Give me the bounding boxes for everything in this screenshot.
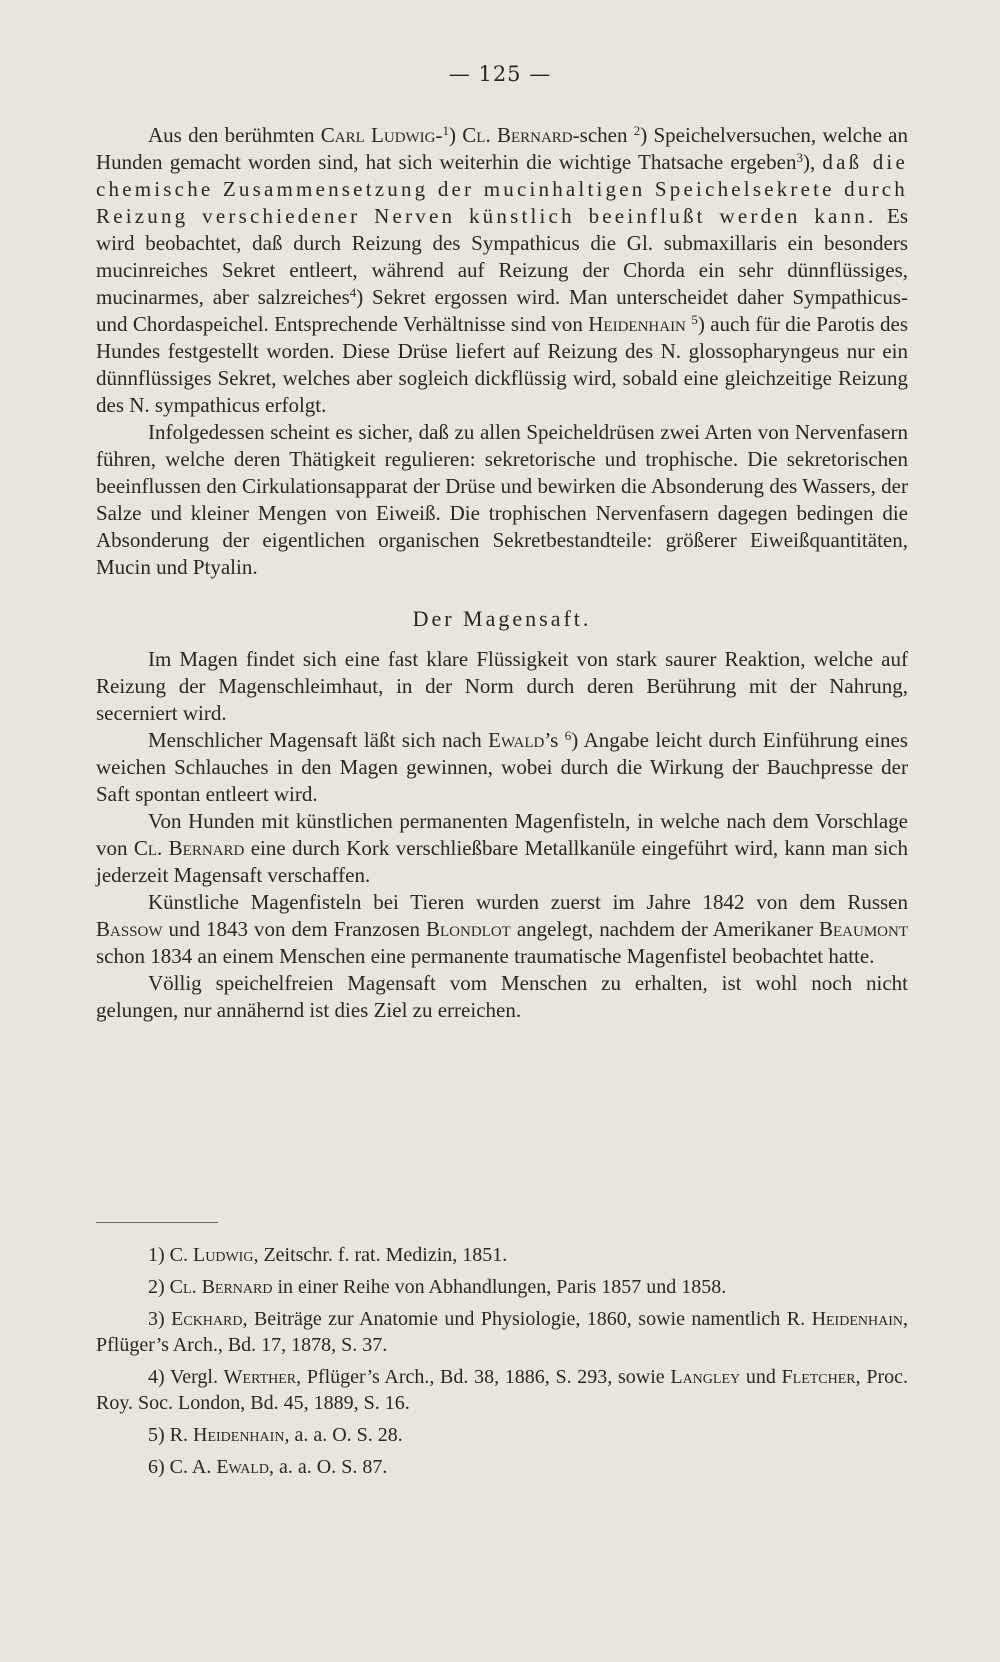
- text-run: Im Magen findet sich eine fast klare Flüssigkeit von stark saurer Reaktion, welche auf Reizung der Magenschleimhaut, in der Norm durch deren Berührung mit der Nahrung, secerniert wird.: [96, 647, 908, 725]
- person-name: Ewald: [216, 1456, 269, 1478]
- paragraph: [96, 646, 908, 727]
- paragraph: [96, 970, 908, 1024]
- person-name: Cl. Bernard: [133, 836, 245, 860]
- footnotes: [96, 1242, 908, 1486]
- footnote: [96, 1306, 908, 1358]
- text-run: und 1843 von dem Franzosen: [162, 917, 427, 941]
- person-name: Ewald: [488, 728, 545, 752]
- text-run: ): [449, 123, 463, 147]
- footnote-ref: 3: [796, 150, 803, 165]
- person-name: Beaumont: [819, 917, 908, 941]
- text-run: -schen: [572, 123, 634, 147]
- text-run: ) Angabe leicht durch Einführung eines weichen Schlauches in den Magen gewinnen, wobei durch die Wirkung der Bauchpresse der Saft spontan entleert wird.: [96, 728, 908, 806]
- person-name: Cl. Bernard: [169, 1276, 273, 1298]
- text-run: Infolgedessen scheint es sicher, daß zu allen Speicheldrüsen zwei Arten von Nervenfasern führen, welche deren Thätigkeit regulieren: sekretorische und trophische. Die sekretorischen beeinflussen den Cirkulationsapparat der Drüse und bewirken die Absonderung des Wassers, der Salze und kleiner Mengen von Eiweiß. Die trophischen Nervenfasern dagegen bedingen die Absonderung der eigentlichen organischen Sekretbestandteile: größerer Eiweißquantitäten, Mucin und Ptyalin.: [96, 420, 908, 579]
- paragraph: [96, 727, 908, 808]
- text-run: angelegt, nachdem der Amerikaner: [510, 917, 819, 941]
- text-run: 6) C. A.: [148, 1456, 217, 1478]
- section-heading: [96, 605, 908, 632]
- text-run: , a. a. O. S. 28.: [284, 1424, 403, 1446]
- text-run: ’s: [544, 728, 565, 752]
- footnote: [96, 1364, 908, 1416]
- text-run: 3): [148, 1308, 172, 1330]
- text-run: ) Speichelversuchen, welche an Hunden gemacht worden sind, hat sich weiterhin die wichtige Thatsache ergeben: [96, 123, 908, 174]
- text-run: schon 1834 an einem Menschen eine permanente traumatische Magenfistel beobachtet hatte.: [96, 944, 875, 968]
- text-run: ) Sekret ergossen wird. Man unterscheidet daher Sympathicus- und Chordaspeichel. Entsprechende Verhältnisse sind von: [96, 285, 908, 336]
- text-run: Künstliche Magenfisteln bei Tieren wurden zuerst im Jahre 1842 von dem Russen: [148, 890, 908, 914]
- person-name: Eckhard: [171, 1308, 243, 1330]
- text-run: 2): [148, 1276, 170, 1298]
- footnote-ref: 4: [349, 285, 357, 300]
- text-run: Der Magensaft.: [412, 606, 592, 631]
- text-run: , Pflüger’s Arch., Bd. 17, 1878, S. 37.: [96, 1308, 908, 1356]
- paragraph: [96, 419, 908, 581]
- text-run: und: [740, 1366, 782, 1388]
- text-run: Völlig speichelfreien Magensaft vom Menschen zu erhalten, ist wohl noch nicht gelungen, nur annähernd ist dies Ziel zu erreichen.: [96, 971, 908, 1022]
- footnote: [96, 1454, 908, 1480]
- text-run: Von Hunden mit künstlichen permanenten Magenfisteln, in welche nach dem Vorschlage von: [96, 809, 908, 860]
- text-run: , a. a. O. S. 87.: [269, 1456, 388, 1478]
- body-text: [96, 122, 908, 1024]
- text-run: eine durch Kork verschließbare Metallkanüle eingeführt wird, kann man sich jederzeit Magensaft verschaffen.: [96, 836, 908, 887]
- person-name: Fletcher: [781, 1366, 856, 1388]
- person-name: Blondlot: [426, 917, 511, 941]
- person-name: Heidenhain: [588, 312, 686, 336]
- text-run: , Proc. Roy. Soc. London, Bd. 45, 1889, S. 16.: [96, 1366, 908, 1414]
- text-run: , Beiträge zur Anatomie und Physiologie, 1860, sowie namentlich R.: [242, 1308, 812, 1330]
- footnote: [96, 1422, 908, 1448]
- footnote: [96, 1242, 908, 1268]
- person-name: Bassow: [96, 917, 163, 941]
- footnote-ref: 1: [442, 123, 450, 138]
- text-run: Es wird beobachtet, daß durch Reizung des Sympathicus die Gl. submaxillaris ein besonders mucinreiches Sekret entleert, während auf Reizung der Chorda ein sehr dünnflüssiges, mucinarmes, aber salzreiches: [96, 204, 908, 309]
- person-name: Carl Ludwig: [320, 123, 436, 147]
- person-name: Heidenhain: [193, 1424, 285, 1446]
- text-run: 5) R.: [148, 1424, 193, 1446]
- text-run: ),: [802, 150, 823, 174]
- text-run: daß die chemische Zusammensetzung der mucinhaltigen Speichelsekrete durch Reizung verschiedener Nerven künstlich beeinflußt werden kann.: [96, 150, 908, 228]
- text-run: Menschlicher Magensaft läßt sich nach: [148, 728, 489, 752]
- text-run: in einer Reihe von Abhandlungen, Paris 1857 und 1858.: [272, 1276, 727, 1298]
- text-run: , Zeitschr. f. rat. Medizin, 1851.: [253, 1244, 508, 1266]
- paragraph: [96, 122, 908, 419]
- text-run: 4) Vergl.: [148, 1366, 224, 1388]
- text-run: Aus den berühmten: [148, 123, 321, 147]
- person-name: Ludwig: [193, 1244, 254, 1266]
- footnote-ref: 5: [691, 312, 698, 327]
- footnote-ref: 2: [633, 123, 641, 138]
- text-run: -: [435, 123, 443, 147]
- text-run: , Pflüger’s Arch., Bd. 38, 1886, S. 293, sowie: [296, 1366, 671, 1388]
- text-run: 1) C.: [148, 1244, 193, 1266]
- page-number: — 125 —: [448, 62, 552, 86]
- person-name: Werther: [223, 1366, 297, 1388]
- person-name: Langley: [670, 1366, 741, 1388]
- footnote-ref: 6: [564, 728, 572, 743]
- footnote: [96, 1274, 908, 1300]
- paragraph: [96, 808, 908, 889]
- paragraph: [96, 889, 908, 970]
- footnote-divider: [96, 1222, 218, 1223]
- person-name: Cl. Bernard: [462, 123, 573, 147]
- text-run: ) auch für die Parotis des Hundes festgestellt worden. Diese Drüse liefert auf Reizung des N. glossopharyngeus nur ein dünnflüssiges Sekret, welches aber sogleich dickflüssig wird, sobald eine gleichzeitige Reizung des N. sympathicus erfolgt.: [96, 312, 909, 417]
- person-name: Heidenhain: [811, 1308, 903, 1330]
